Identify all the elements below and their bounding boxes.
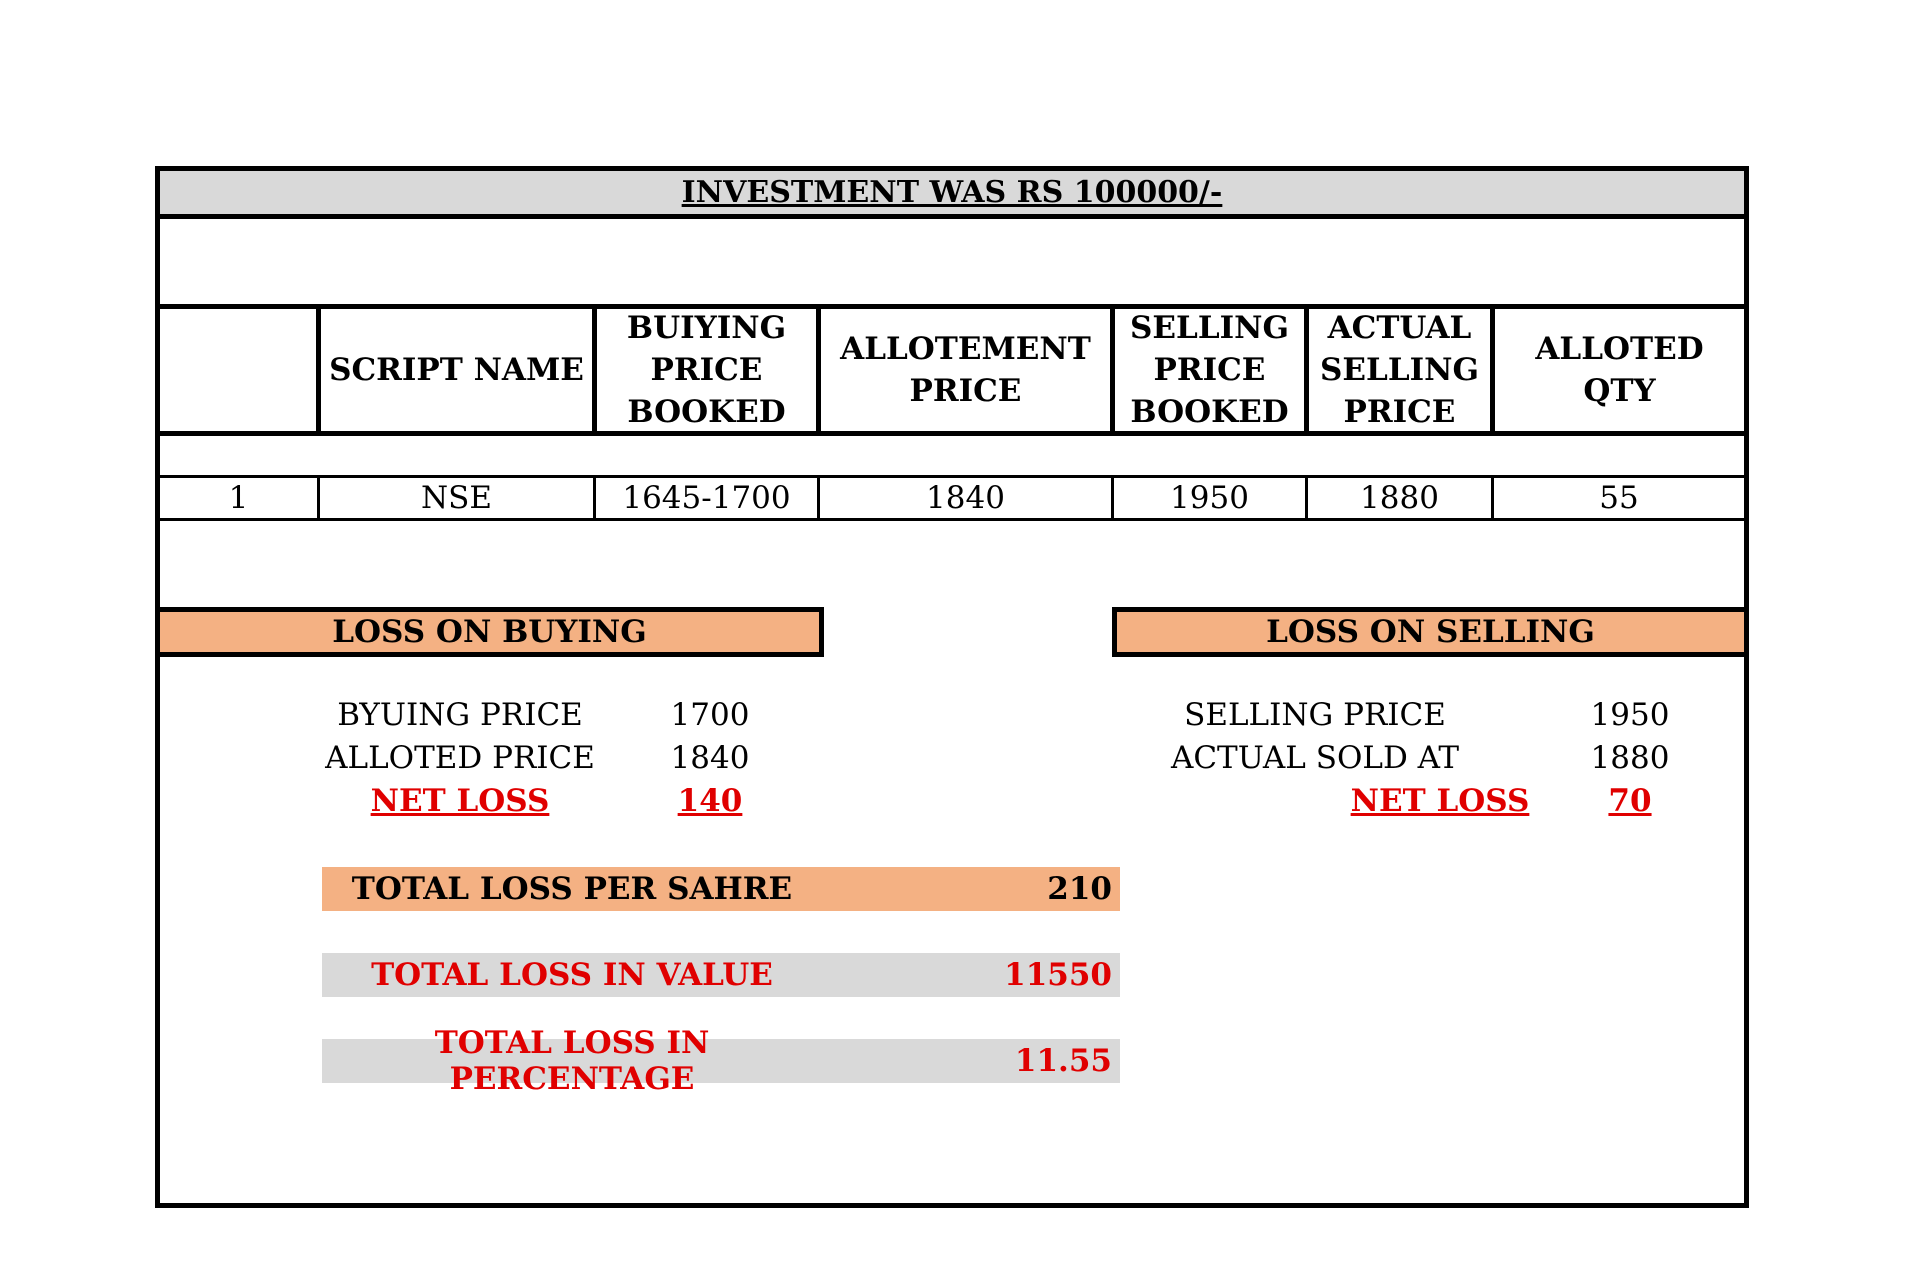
- header-buying-price-booked: BUIYING PRICE BOOKED: [626, 310, 787, 430]
- selling-net-loss-label: NET LOSS: [1350, 783, 1530, 819]
- header-bottom-rule: [160, 431, 1744, 436]
- header-actual-selling-price: ACTUAL SELLING PRICE: [1320, 310, 1479, 430]
- cell-actual-selling-price: 1880: [1360, 480, 1439, 516]
- cell-selling-price-booked: 1950: [1170, 480, 1249, 516]
- total-loss-in-percentage-bar: [322, 1025, 1120, 1097]
- buying-price-value: 1700: [670, 697, 750, 733]
- sheet-title: INVESTMENT WAS RS 100000/-: [160, 171, 1744, 219]
- buying-net-loss-label: NET LOSS: [370, 783, 550, 819]
- cell-script-name: NSE: [421, 480, 492, 516]
- cell-allotement-price: 1840: [926, 480, 1005, 516]
- actual-sold-value: 1880: [1590, 740, 1670, 776]
- loss-on-selling-banner: LOSS ON SELLING: [1112, 607, 1744, 657]
- selling-price-label: SELLING PRICE: [1184, 697, 1446, 733]
- selling-net-loss-value: 70: [1608, 783, 1652, 819]
- investment-sheet: [155, 166, 1749, 1208]
- total-loss-in-percentage-value: 11.55: [1014, 1043, 1112, 1079]
- total-loss-in-value-value: 11550: [1004, 957, 1112, 993]
- alloted-price-label: ALLOTED PRICE: [325, 740, 595, 776]
- cell-alloted-qty: 55: [1599, 480, 1639, 516]
- buying-net-loss-value: 140: [677, 783, 743, 819]
- alloted-price-value: 1840: [670, 740, 750, 776]
- header-alloted-qty: ALLOTED QTY: [1535, 331, 1704, 409]
- total-loss-in-value-bar: [322, 953, 1120, 997]
- total-loss-per-share-label: TOTAL LOSS PER SAHRE: [351, 871, 793, 907]
- header-index: [160, 309, 316, 431]
- total-loss-per-share-bar: [322, 867, 1120, 911]
- total-loss-per-share-value: 210: [1047, 871, 1112, 907]
- cell-buying-price-booked: 1645-1700: [622, 480, 791, 516]
- total-loss-in-percentage-label: TOTAL LOSS IN PERCENTAGE: [434, 1025, 710, 1097]
- selling-price-value: 1950: [1590, 697, 1670, 733]
- header-script-name: SCRIPT NAME: [329, 352, 584, 388]
- buying-price-label: BYUING PRICE: [337, 697, 583, 733]
- row-bottom-rule: [160, 518, 1744, 521]
- total-loss-in-value-label: TOTAL LOSS IN VALUE: [371, 957, 773, 993]
- header-allotement-price: ALLOTEMENT PRICE: [840, 331, 1091, 409]
- actual-sold-label: ACTUAL SOLD AT: [1170, 740, 1460, 776]
- header-selling-price-booked: SELLING PRICE BOOKED: [1130, 310, 1289, 430]
- cell-index: 1: [228, 480, 249, 516]
- loss-on-buying-banner: LOSS ON BUYING: [160, 607, 824, 657]
